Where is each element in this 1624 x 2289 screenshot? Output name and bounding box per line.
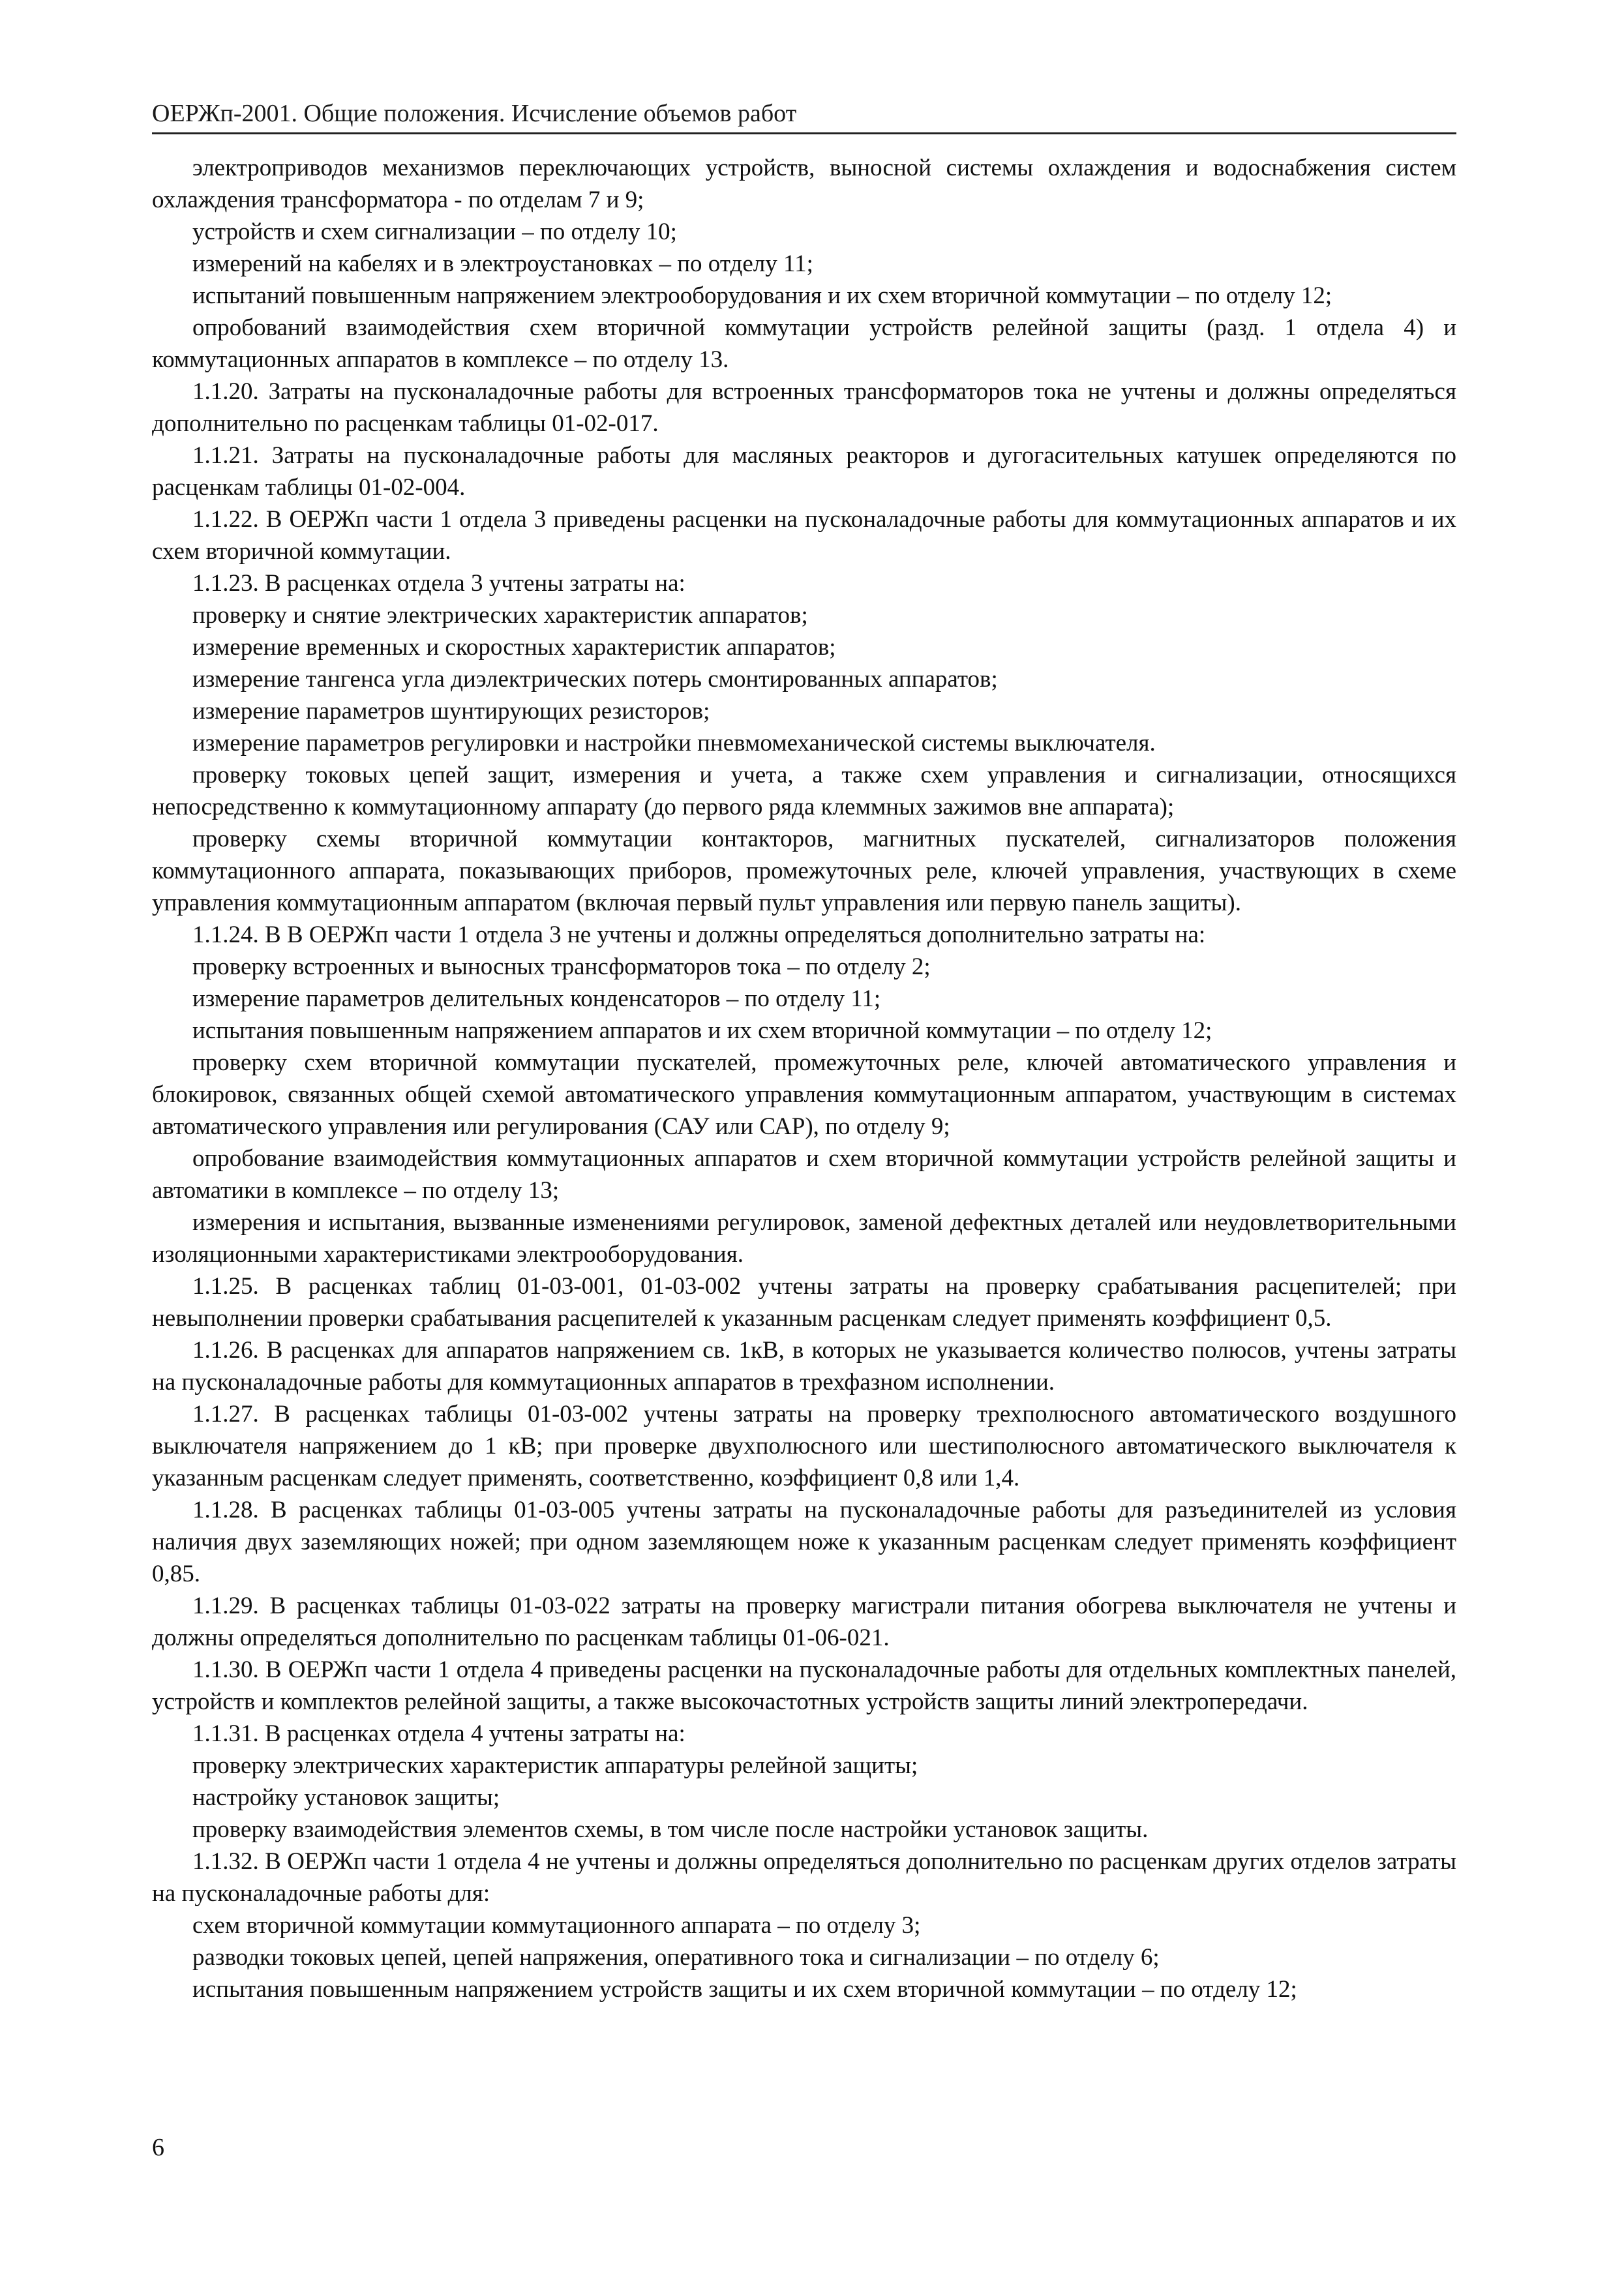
paragraph: 1.1.23. В расценках отдела 3 учтены затраты на: bbox=[192, 570, 685, 597]
document-body bbox=[152, 152, 1456, 2005]
page-number: 6 bbox=[152, 2134, 164, 2161]
paragraph: 1.1.28. В расценках таблицы 01-03-005 учтены затраты на пусконаладочные работы для разъединителей из условия наличия двух заземляющих ножей; при одном заземляющем ноже к указанным расценкам следует применять коэффициент 0,85. bbox=[152, 1497, 1456, 1587]
paragraph: 1.1.24. В В ОЕРЖп части 1 отдела 3 не учтены и должны определяться дополнительно затраты на: bbox=[192, 921, 1206, 948]
paragraph: 1.1.20. Затраты на пусконаладочные работы для встроенных трансформаторов тока не учтены и должны определяться дополнительно по расценкам таблицы 01-02-017. bbox=[152, 378, 1456, 437]
paragraph: 1.1.30. В ОЕРЖп части 1 отдела 4 приведены расценки на пусконаладочные работы для отдельных комплектных панелей, устройств и комплектов релейной защиты, а также высокочастотных устройств защиты линий электропередачи. bbox=[152, 1656, 1456, 1715]
paragraph: 1.1.27. В расценках таблицы 01-03-002 учтены затраты на проверку трехполюсного автоматического воздушного выключателя напряжением до 1 кВ; при проверке двухполюсного или шестиполюсного автоматического выключателя к указанным расценкам следует применять, соответственно, коэффициент 0,8 или 1,4. bbox=[152, 1401, 1456, 1491]
paragraph: измерение параметров делительных конденсаторов – по отделу 11; bbox=[192, 985, 881, 1012]
paragraph: 1.1.25. В расценках таблиц 01-03-001, 01-03-002 учтены затраты на проверку срабатывания расцепителей; при невыполнении проверки срабатывания расцепителей к указанным расценкам следует применять коэффициент 0,5. bbox=[152, 1273, 1456, 1332]
paragraph: испытаний повышенным напряжением электрооборудования и их схем вторичной коммутации – по отделу 12; bbox=[192, 282, 1332, 309]
paragraph: проверку токовых цепей защит, измерения и учета, а также схем управления и сигнализации, относящихся непосредственно к коммутационному аппарату (до первого ряда клеммных зажимов вне аппарата); bbox=[152, 762, 1456, 820]
paragraph: измерение временных и скоростных характеристик аппаратов; bbox=[192, 634, 836, 661]
paragraph: устройств и схем сигнализации – по отделу 10; bbox=[192, 218, 677, 245]
header-divider bbox=[152, 132, 1456, 134]
paragraph: 1.1.32. В ОЕРЖп части 1 отдела 4 не учтены и должны определяться дополнительно по расценкам других отделов затраты на пусконаладочные работы для: bbox=[152, 1848, 1456, 1907]
paragraph: измерения и испытания, вызванные изменениями регулировок, заменой дефектных деталей или неудовлетворительными изоляционными характеристиками электрооборудования. bbox=[152, 1209, 1456, 1268]
paragraph: опробование взаимодействия коммутационных аппаратов и схем вторичной коммутации устройств релейной защиты и автоматики в комплексе – по отделу 13; bbox=[152, 1145, 1456, 1204]
paragraph: 1.1.31. В расценках отдела 4 учтены затраты на: bbox=[192, 1720, 685, 1747]
paragraph: проверку электрических характеристик аппаратуры релейной защиты; bbox=[192, 1752, 918, 1779]
page-header-title: ОЕРЖп-2001. Общие положения. Исчисление объемов работ bbox=[152, 100, 797, 127]
paragraph: опробований взаимодействия схем вторичной коммутации устройств релейной защиты (разд. 1 отдела 4) и коммутационных аппаратов в комплексе – по отделу 13. bbox=[152, 314, 1456, 373]
paragraph: схем вторичной коммутации коммутационного аппарата – по отделу 3; bbox=[192, 1912, 921, 1939]
paragraph: измерение тангенса угла диэлектрических потерь смонтированных аппаратов; bbox=[192, 666, 998, 693]
paragraph: испытания повышенным напряжением аппаратов и их схем вторичной коммутации – по отделу 12; bbox=[192, 1017, 1212, 1044]
paragraph: проверку схем вторичной коммутации пускателей, промежуточных реле, ключей автоматического управления и блокировок, связанных общей схемой автоматического управления коммутационным аппаратом, участвующим в системах автоматического управления или регулирования (САУ или САР), по отделу 9; bbox=[152, 1049, 1456, 1140]
paragraph: измерение параметров регулировки и настройки пневмомеханической системы выключателя. bbox=[192, 730, 1156, 756]
paragraph: измерений на кабелях и в электроустановках – по отделу 11; bbox=[192, 250, 813, 277]
paragraph: 1.1.22. В ОЕРЖп части 1 отдела 3 приведены расценки на пусконаладочные работы для коммутационных аппаратов и их схем вторичной коммутации. bbox=[152, 506, 1456, 565]
paragraph: измерение параметров шунтирующих резисторов; bbox=[192, 698, 710, 725]
paragraph: проверку взаимодействия элементов схемы, в том числе после настройки установок защиты. bbox=[192, 1816, 1149, 1843]
paragraph: испытания повышенным напряжением устройств защиты и их схем вторичной коммутации – по отделу 12; bbox=[192, 1976, 1297, 2003]
paragraph: проверку схемы вторичной коммутации контакторов, магнитных пускателей, сигнализаторов положения коммутационного аппарата, показывающих приборов, промежуточных реле, ключей управления, участвующих в схеме управления коммутационным аппаратом (включая первый пульт управления или первую панель защиты). bbox=[152, 826, 1456, 916]
paragraph: настройку установок защиты; bbox=[192, 1784, 500, 1811]
paragraph: проверку встроенных и выносных трансформаторов тока – по отделу 2; bbox=[192, 953, 931, 980]
paragraph: 1.1.29. В расценках таблицы 01-03-022 затраты на проверку магистрали питания обогрева выключателя не учтены и должны определяться дополнительно по расценкам таблицы 01-06-021. bbox=[152, 1593, 1456, 1651]
paragraph: 1.1.21. Затраты на пусконаладочные работы для масляных реакторов и дугогасительных катушек определяются по расценкам таблицы 01-02-004. bbox=[152, 442, 1456, 501]
paragraph: проверку и снятие электрических характеристик аппаратов; bbox=[192, 602, 808, 629]
paragraph: разводки токовых цепей, цепей напряжения, оперативного тока и сигнализации – по отделу 6; bbox=[192, 1944, 1160, 1971]
paragraph: электроприводов механизмов переключающих устройств, выносной системы охлаждения и водоснабжения систем охлаждения трансформатора - по отделам 7 и 9; bbox=[152, 155, 1456, 213]
paragraph: 1.1.26. В расценках для аппаратов напряжением св. 1кВ, в которых не указывается количество полюсов, учтены затраты на пусконаладочные работы для коммутационных аппаратов в трехфазном исполнении. bbox=[152, 1337, 1456, 1396]
